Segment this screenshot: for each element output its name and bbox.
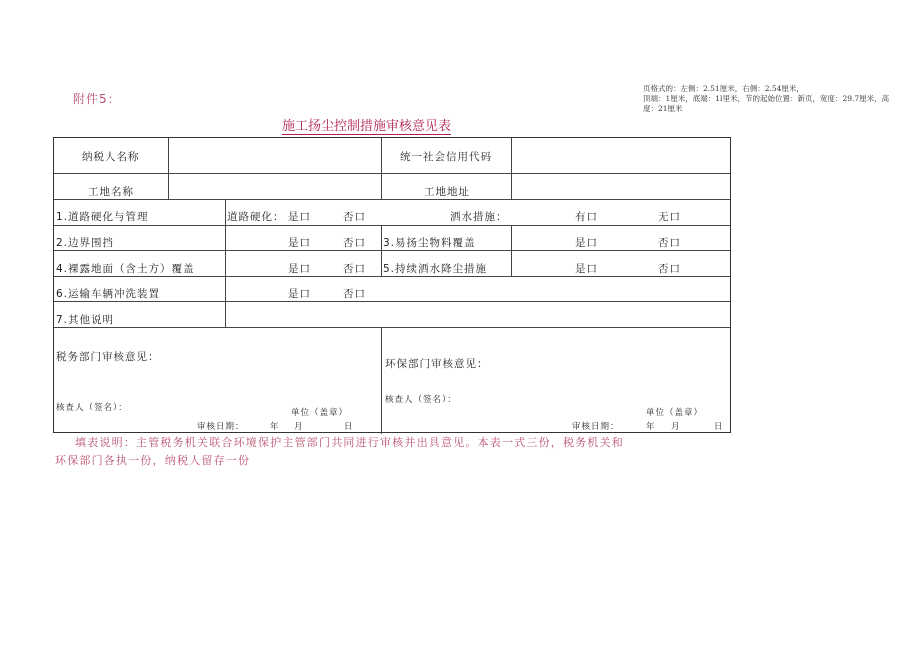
fence-no-checkbox[interactable]: 否口 xyxy=(343,237,366,249)
env-year-label: 年 xyxy=(646,422,656,432)
dusty-cover-no-checkbox[interactable]: 否口 xyxy=(658,237,681,249)
row-divider xyxy=(54,276,730,277)
road-yes-checkbox[interactable]: 是口 xyxy=(288,211,311,223)
bare-cover-yes-checkbox[interactable]: 是口 xyxy=(288,263,311,275)
tax-review-label: 税务部门审核意见： xyxy=(56,351,160,363)
col-divider xyxy=(225,199,226,327)
credit-code-label: 统一社会信用代码 xyxy=(400,151,492,163)
annex-label: 附件5： xyxy=(73,92,121,106)
env-month-label: 月 xyxy=(671,422,681,432)
row-divider xyxy=(54,250,730,251)
item-other-label: 7.其他说明 xyxy=(56,314,115,326)
row-divider xyxy=(54,301,730,302)
page-format-line-2: 顶端：1厘米，底端：1l里米，节的起始位置：新页，宽度：29.7厘米，高 xyxy=(643,94,890,103)
tax-year-label: 年 xyxy=(270,422,280,432)
sprinkle-label: 洒水措施： xyxy=(450,211,508,223)
tax-day-label: 日 xyxy=(344,422,354,432)
tax-checker-label: 核查人（签名）： xyxy=(56,403,128,413)
site-address-label: 工地地址 xyxy=(424,186,470,198)
fence-yes-checkbox[interactable]: 是口 xyxy=(288,237,311,249)
site-name-label: 工地名称 xyxy=(88,186,134,198)
continuous-sprinkle-yes-checkbox[interactable]: 是口 xyxy=(575,263,598,275)
item-road-label: 1.道路硬化与管理 xyxy=(56,211,149,223)
item-bare-cover-label: 4.裸露地面（含土方）覆盖 xyxy=(56,263,195,275)
page-format-note xyxy=(643,84,913,114)
taxpayer-name-label: 纳税人名称 xyxy=(82,151,140,163)
form-title: 施工扬尘控制措施审核意见表 xyxy=(282,119,452,134)
col-divider xyxy=(511,138,512,199)
env-checker-label: 核查人（签名）： xyxy=(385,395,457,405)
road-hardening-label: 道路硬化： xyxy=(227,211,285,223)
instructions-line-2: 环保部门各执一份，纳税人留存一份 xyxy=(55,454,251,467)
page-format-line-1: 页格式的：左侧：2.51厘米，右侧：2.54厘米， xyxy=(643,84,804,93)
env-unit-seal-label: 单位（盖章） xyxy=(646,408,704,418)
col-divider xyxy=(168,138,169,199)
sprinkle-none-checkbox[interactable]: 无口 xyxy=(658,211,681,223)
tax-month-label: 月 xyxy=(294,422,304,432)
fill-instructions xyxy=(55,434,695,470)
col-divider xyxy=(381,225,382,276)
col-divider xyxy=(511,225,512,276)
tax-unit-seal-label: 单位（盖章） xyxy=(291,408,349,418)
page-format-line-3: 度：21厘米 xyxy=(643,104,683,113)
row-divider xyxy=(54,327,730,328)
item-dusty-cover-label: 3.易扬尘物料覆盖 xyxy=(383,237,476,249)
wash-no-checkbox[interactable]: 否口 xyxy=(343,288,366,300)
item-wash-label: 6.运输车辆冲洗装置 xyxy=(56,288,161,300)
item-fence-label: 2.边界围挡 xyxy=(56,237,115,249)
row-divider xyxy=(54,225,730,226)
dusty-cover-yes-checkbox[interactable]: 是口 xyxy=(575,237,598,249)
wash-yes-checkbox[interactable]: 是口 xyxy=(288,288,311,300)
col-divider xyxy=(381,138,382,199)
env-day-label: 日 xyxy=(714,422,724,432)
continuous-sprinkle-no-checkbox[interactable]: 否口 xyxy=(658,263,681,275)
item-continuous-sprinkle-label: 5.持续洒水降尘措施 xyxy=(383,263,488,275)
row-divider xyxy=(54,173,730,174)
env-review-label: 环保部门审核意见： xyxy=(385,358,489,370)
env-review-date-label: 审核日期： xyxy=(572,422,620,432)
sprinkle-has-checkbox[interactable]: 有口 xyxy=(575,211,598,223)
road-no-checkbox[interactable]: 否口 xyxy=(343,211,366,223)
review-form-table xyxy=(53,137,731,433)
instructions-line-1: 填表说明：主管税务机关联合环境保护主管部门共同进行审核并出具意见。本表一式三份，税务机关和 xyxy=(75,436,624,449)
bare-cover-no-checkbox[interactable]: 否口 xyxy=(343,263,366,275)
row-divider xyxy=(54,199,730,200)
tax-review-date-label: 审核日期： xyxy=(197,422,245,432)
col-divider xyxy=(381,327,382,434)
